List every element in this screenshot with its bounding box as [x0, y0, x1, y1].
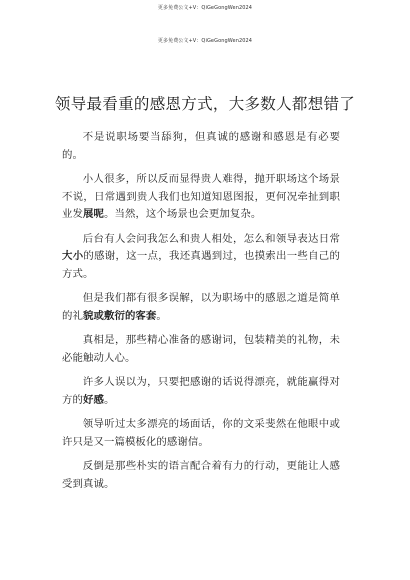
paragraph-2: [62, 171, 340, 224]
paragraph-3: [62, 231, 340, 284]
paragraph-text: 真相是，那些精心准备的感谢词，包装精美的礼物，未必能触动人心。: [62, 334, 340, 364]
paragraph-5: [62, 332, 340, 367]
paragraph-text-tail: 的感谢，这一点，我还真遇到过，也摸索出一些自己的方式。: [62, 250, 340, 280]
paragraph-emphasis: 貌或敷衍的客套: [82, 309, 157, 322]
paragraph-text-tail: 。: [156, 309, 167, 322]
article-title: 领导最看重的感恩方式，大多数人都想错了: [54, 95, 356, 113]
paragraph-emphasis: 好感: [82, 393, 104, 406]
paragraph-emphasis: 展呢: [82, 208, 104, 220]
paragraph-text: 领导听过太多漂亮的场面话，你的文采斐然在他眼中或许只是又一篇模板化的感谢信。: [62, 418, 340, 448]
paragraph-text: 许多人误以为，只要把感谢的话说得漂亮，就能赢得对方的: [62, 376, 340, 406]
paragraph-emphasis: 大小: [62, 250, 84, 262]
article-body: [62, 129, 340, 500]
paragraph-text: 但是我们都有很多误解，以为职场中的感恩之道是简单的礼: [62, 292, 340, 322]
paragraph-text: 反倒是那些朴实的语言配合着有力的行动，更能让人感受到真诚。: [62, 460, 340, 490]
paragraph-1: [62, 129, 340, 164]
paragraph-text: 不是说职场要当舔狗，但真诚的感谢和感恩是有必要的。: [62, 131, 340, 161]
paragraph-text: 小人很多，所以反而显得贵人难得，抛开职场这个场景不说，日常遇到贵人我们也知道知恩图报，更何况牵扯到职业发: [62, 173, 340, 220]
paragraph-text-tail: 。: [103, 393, 115, 406]
paragraph-6: [62, 374, 340, 409]
paragraph-7: [62, 416, 340, 451]
paragraph-4: [62, 290, 340, 325]
header-watermark-note: 更多免费公文+V：QiGeGongWen2024: [157, 5, 253, 11]
paragraph-text-tail: 。当然，这个场景也会更加复杂。: [103, 208, 262, 220]
paragraph-text: 后台有人会问我怎么和贵人相处，怎么和领导表达日常: [82, 232, 340, 245]
paragraph-8: [62, 458, 340, 493]
header-watermark-note-secondary: 更多免费公文+V：QiGeGongWen2024: [157, 38, 253, 44]
